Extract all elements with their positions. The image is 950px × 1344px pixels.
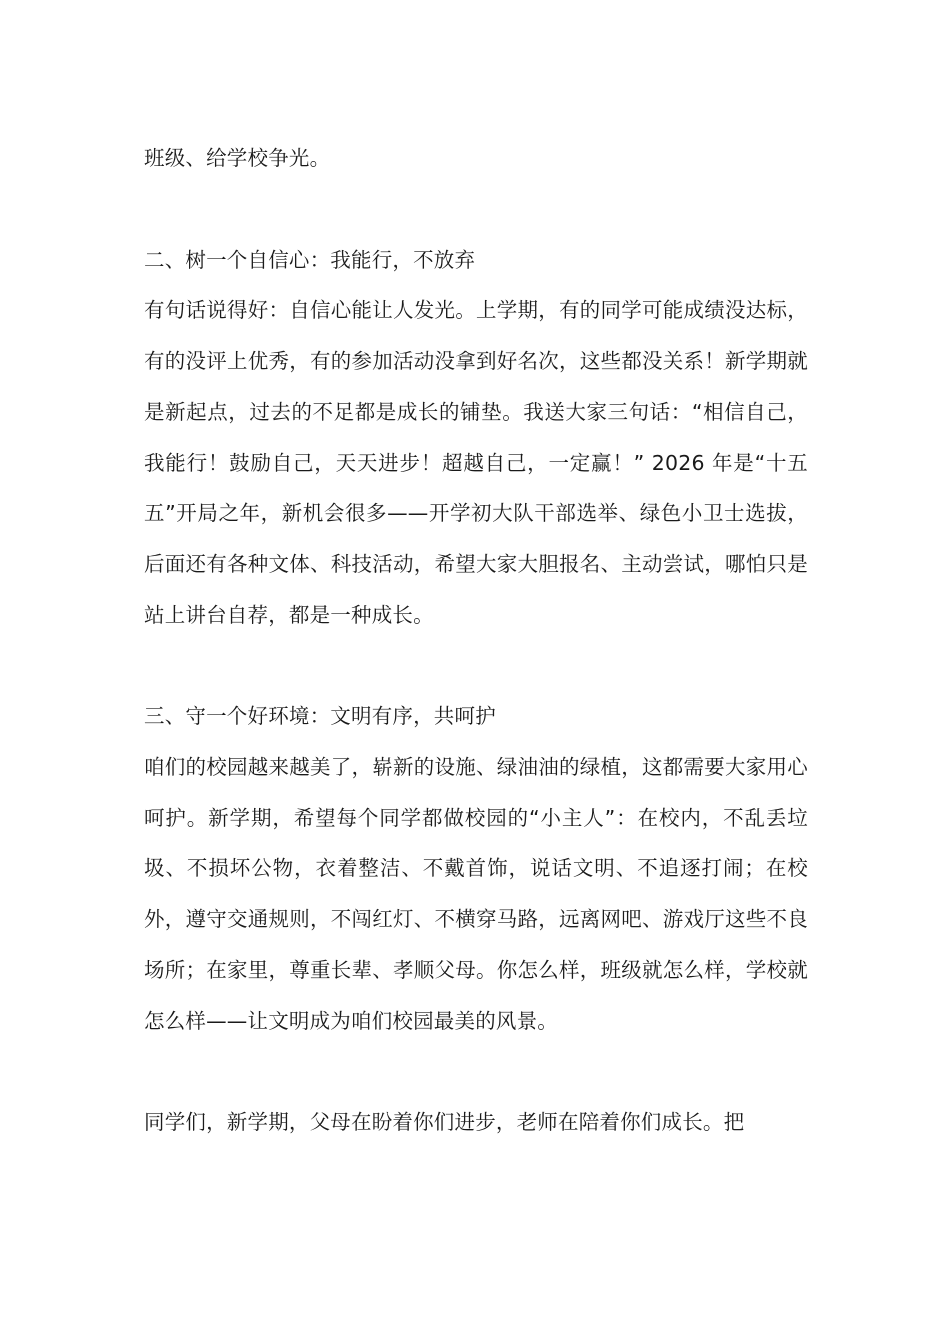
section-3-heading: 三、守一个好环境：文明有序，共呵护 — [144, 704, 496, 729]
intro-tail-paragraph: 班级、给学校争光。 — [144, 146, 331, 170]
section-3-body: 咱们的校园越来越美了，崭新的设施、绿油油的绿植，这都需要大家用心呵护。新学期，希望每个同学都做校园的“小主人”：在校内，不乱丢垃圾、不损坏公物，衣着整洁、不戴首饰，说话文明、不追逐打闹；在校外，遵守交通规则，不闯红灯、不横穿马路，远离网吧、游戏厅这些不良场所；在家里，尊重长辈、孝顺父母。你怎么样，班级就怎么样，学校就怎么样——让文明成为咱们校园最美的风景。 — [144, 755, 808, 1033]
paragraph-gap — [144, 640, 808, 691]
document-body — [144, 133, 808, 1148]
section-2-heading: 二、树一个自信心：我能行，不放弃 — [144, 247, 476, 272]
paragraph-gap — [144, 1046, 808, 1097]
closing-paragraph: 同学们，新学期，父母在盼着你们进步，老师在陪着你们成长。把 — [144, 1110, 745, 1135]
section-2-body: 有句话说得好：自信心能让人发光。上学期，有的同学可能成绩没达标，有的没评上优秀，有的参加活动没拿到好名次，这些都没关系！新学期就是新起点，过去的不足都是成长的铺垫。我送大家三句话：“相信自己，我能行！鼓励自己，天天进步！超越自己，一定赢！” 2026 年是“十五五”开局之年，新机会很多——开学初大队干部选举、绿色小卫士选拔，后面还有各种文体、科技活动，希望大家大胆报名、主动尝试，哪怕只是站上讲台自荐，都是一种成长。 — [144, 298, 808, 627]
paragraph-gap — [144, 184, 808, 235]
